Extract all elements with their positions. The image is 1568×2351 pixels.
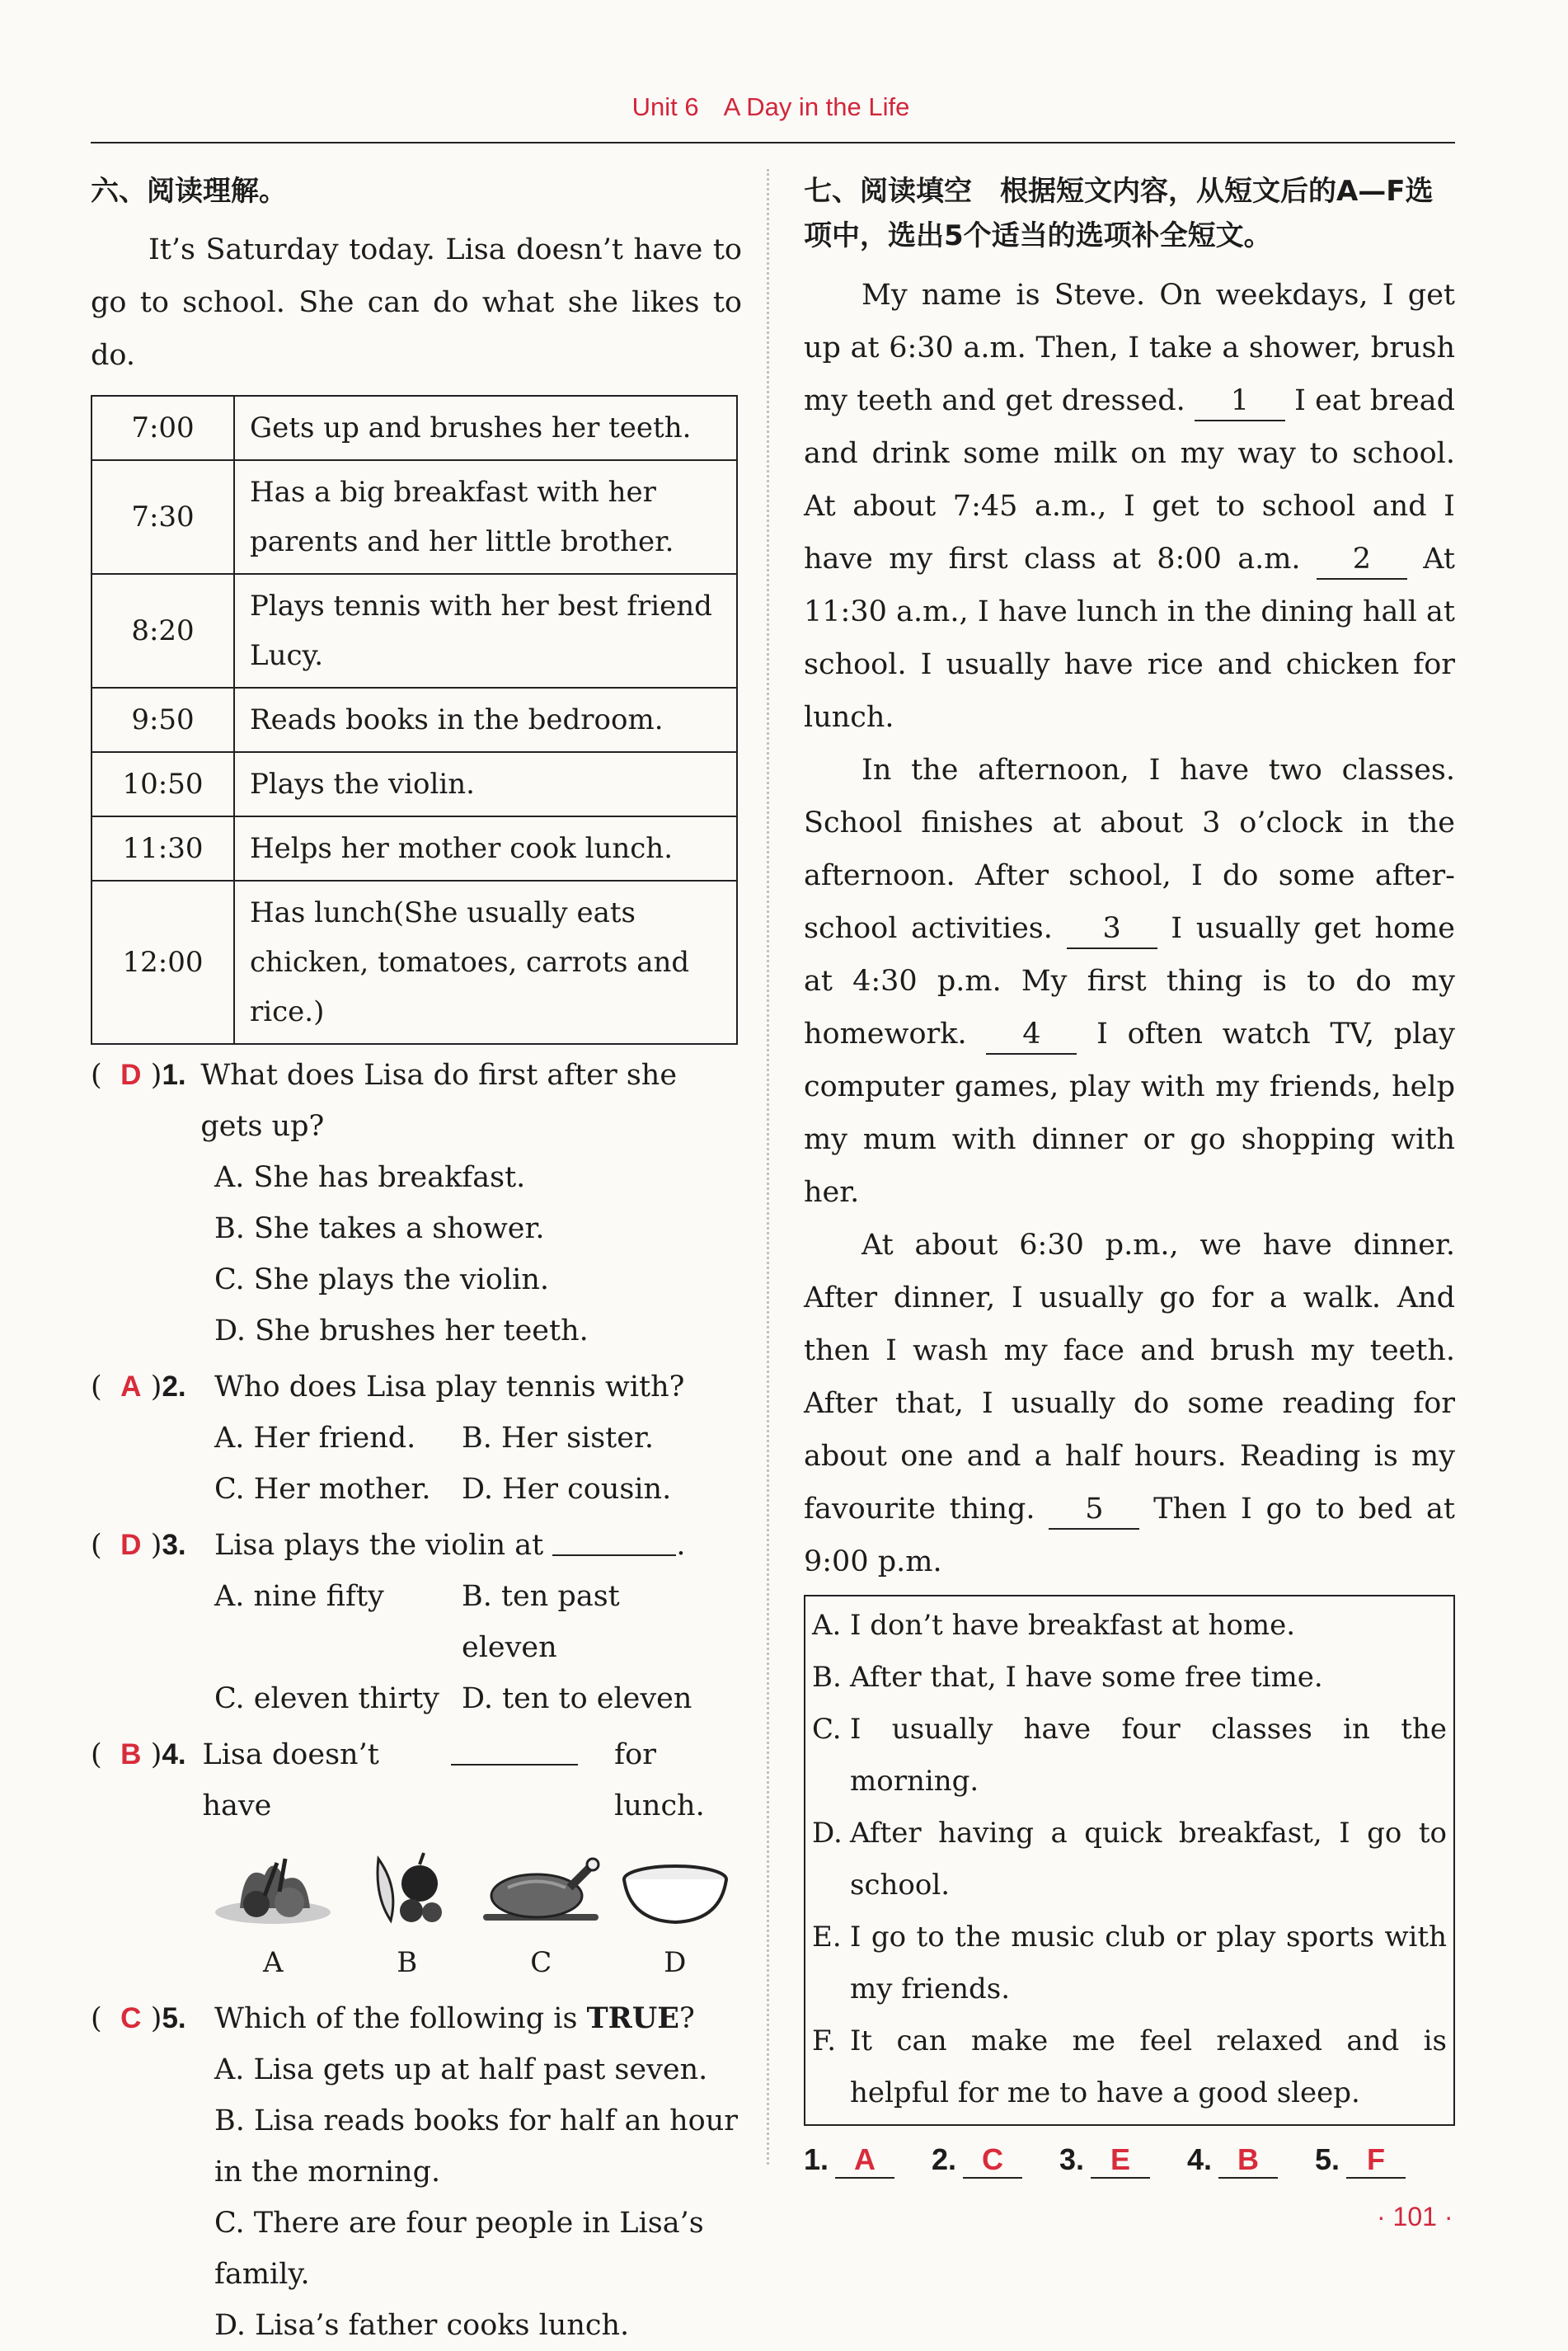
- pic-label: A: [262, 1946, 284, 1980]
- activity-cell: Reads books in the bedroom.: [234, 688, 737, 752]
- table-row: [92, 460, 737, 574]
- pic-option-b: [340, 1846, 475, 1988]
- page-number: · 101 ·: [1377, 2202, 1453, 2231]
- pic-label: B: [397, 1946, 418, 1980]
- pic-option-a: [206, 1846, 340, 1988]
- answer-slot: 2. C: [932, 2142, 1059, 2179]
- option: B. ten past eleven: [462, 1580, 620, 1665]
- time-cell: 9:50: [92, 688, 234, 752]
- answer-blank: [552, 1520, 676, 1556]
- list-item: E. I go to the music club or play sports with my friends.: [812, 1920, 1447, 2005]
- list-item: B. After that, I have some free time.: [812, 1660, 1323, 1694]
- list-item: C. I usually have four classes in the morning.: [812, 1712, 1447, 1798]
- answer-mark: D: [120, 1529, 142, 1562]
- option: B. Lisa reads books for half an hour in the morning.: [214, 2104, 738, 2189]
- answer-mark: F: [1346, 2142, 1406, 2179]
- section-reading-comprehension: [91, 169, 742, 2351]
- answer-slot: 5. F: [1315, 2142, 1443, 2179]
- page-header: [91, 92, 1451, 122]
- table-row: [92, 574, 737, 688]
- activity-cell: Plays the violin.: [234, 752, 737, 816]
- passage-paragraph-1: My name is Steve. On weekdays, I get up at 6:30 a.m. Then, I take a shower, brush my teeth and get dressed. 1 I eat bread and drink some milk on my way to school. At about 7:45 a.m., I get to school and I have my first class at 8:00 a.m. 2 At 11:30 a.m., I have lunch in the dining hall at school. I usually have rice and chicken for lunch.: [804, 278, 1455, 734]
- passage-blank: 4: [986, 1015, 1077, 1055]
- passage-blank: 5: [1049, 1490, 1139, 1530]
- time-cell: 7:30: [92, 460, 234, 574]
- answer-blank: [451, 1729, 578, 1766]
- activity-cell: Has a big breakfast with her parents and her little brother.: [234, 460, 737, 574]
- option: C. Her mother.: [214, 1473, 431, 1507]
- passage-blank: 3: [1067, 910, 1157, 949]
- activity-cell: Has lunch(She usually eats chicken, tomatoes, carrots and rice.): [234, 881, 737, 1044]
- food-pictures: [91, 1846, 742, 1988]
- pic-option-d: [608, 1846, 743, 1988]
- answer-mark: B: [1218, 2142, 1278, 2179]
- answer-mark: E: [1091, 2142, 1150, 2179]
- answer-mark: C: [963, 2142, 1022, 2179]
- option: B. Her sister.: [462, 1422, 654, 1455]
- section6-title: 六、阅读理解。: [91, 175, 287, 208]
- answer-slot: 3. E: [1059, 2142, 1187, 2179]
- passage-paragraph-2: In the afternoon, I have two classes. School finishes at about 3 o’clock in the afternoon. After school, I do some after-school activities. 3 I usually get home at 4:30 p.m. My first thing is to do my homework. 4 I often watch TV, play computer games, play with my friends, help my mum with dinner or go shopping with her.: [804, 753, 1455, 1209]
- roast-chicken-icon: [475, 1846, 607, 1929]
- list-item: F. It can make me feel relaxed and is helpful for me to have a good sleep.: [812, 2024, 1447, 2109]
- question-3: ( D )3. Lisa plays the violin at . A. nine fifty B. ten past eleven C. eleven thirty D. ten to eleven: [91, 1520, 742, 1724]
- time-cell: 7:00: [92, 396, 234, 460]
- answer-mark: A: [120, 1371, 142, 1404]
- fruit-icon: [341, 1846, 473, 1929]
- option: D. Lisa’s father cooks lunch.: [214, 2309, 630, 2343]
- section7-title: 七、阅读填空 根据短文内容，从短文后的A—F选项中，选出5个适当的选项补全短文。: [804, 175, 1434, 253]
- question-1: ( D )1. What does Lisa do first after she gets up? A. She has breakfast. B. She takes a shower. C. She plays the violin. D. She brushes her teeth.: [91, 1050, 742, 1357]
- schedule-table: [91, 395, 738, 1045]
- answer-row: [804, 2142, 1455, 2179]
- option: B. She takes a shower.: [214, 1212, 545, 1246]
- header-rule: [91, 142, 1455, 143]
- activity-cell: Helps her mother cook lunch.: [234, 816, 737, 881]
- list-item: D. After having a quick breakfast, I go to school.: [812, 1816, 1447, 1902]
- unit-title: A Day in the Life: [723, 92, 910, 121]
- question-stem-end: for lunch.: [614, 1738, 705, 1823]
- passage-blank: 2: [1317, 540, 1407, 580]
- options-box: [804, 1595, 1455, 2126]
- question-stem: Who does Lisa play tennis with?: [214, 1371, 685, 1404]
- question-stem: What does Lisa do first after she gets up?: [200, 1059, 678, 1144]
- time-cell: 10:50: [92, 752, 234, 816]
- activity-cell: Gets up and brushes her teeth.: [234, 396, 737, 460]
- pic-label: C: [530, 1946, 552, 1980]
- option: C. She plays the violin.: [214, 1263, 550, 1297]
- section-reading-fill: [804, 169, 1455, 2179]
- question-stem-bold: TRUE: [586, 2001, 679, 2036]
- option: A. She has breakfast.: [214, 1161, 526, 1195]
- table-row: [92, 816, 737, 881]
- answer-mark: A: [835, 2142, 894, 2179]
- time-cell: 12:00: [92, 881, 234, 1044]
- table-row: [92, 881, 737, 1044]
- option: A. Her friend.: [214, 1422, 416, 1455]
- unit-label: Unit 6: [631, 92, 699, 121]
- table-row: [92, 396, 737, 460]
- pic-label: D: [664, 1946, 687, 1980]
- question-2: ( A )2. Who does Lisa play tennis with? A. Her friend. B. Her sister. C. Her mother. D. Her cousin.: [91, 1361, 742, 1515]
- rice-bowl-icon: [609, 1846, 741, 1929]
- pic-option-c: [474, 1846, 608, 1988]
- option: D. Her cousin.: [462, 1473, 672, 1507]
- option: A. Lisa gets up at half past seven.: [214, 2053, 708, 2087]
- answer-mark: D: [120, 1059, 142, 1092]
- section6-intro: It’s Saturday today. Lisa doesn’t have to go to school. She can do what she likes to do.: [91, 233, 742, 373]
- passage-blank: 1: [1195, 382, 1285, 421]
- answer-slot: 4. B: [1187, 2142, 1315, 2179]
- time-cell: 11:30: [92, 816, 234, 881]
- question-stem: Which of the following is: [214, 2002, 578, 2036]
- vegetables-icon: [207, 1846, 339, 1929]
- question-4: ( B )4. Lisa doesn’t have for lunch. A B C D: [91, 1729, 742, 1988]
- passage-paragraph-3: At about 6:30 p.m., we have dinner. After dinner, I usually go for a walk. And then I wash my face and brush my teeth. After that, I usually do some reading for about one and a half hours. Reading is my favourite thing. 5 Then I go to bed at 9:00 p.m.: [804, 1228, 1455, 1578]
- answer-mark: B: [120, 1738, 142, 1771]
- time-cell: 8:20: [92, 574, 234, 688]
- option: A. nine fifty: [214, 1580, 384, 1614]
- option: D. She brushes her teeth.: [214, 1314, 589, 1348]
- option: C. eleven thirty: [214, 1682, 439, 1716]
- question-5: ( C )5. Which of the following is TRUE? A. Lisa gets up at half past seven. B. Lisa reads books for half an hour in the morning. C. There are four people in Lisa’s family. D. Lisa’s father cooks lunch.: [91, 1993, 742, 2351]
- option: C. There are four people in Lisa’s family.: [214, 2207, 704, 2292]
- question-stem: Lisa plays the violin at: [214, 1529, 544, 1563]
- option: D. ten to eleven: [462, 1682, 692, 1716]
- question-stem: Lisa doesn’t have: [202, 1738, 379, 1823]
- table-row: [92, 752, 737, 816]
- list-item: A. I don’t have breakfast at home.: [812, 1608, 1296, 1642]
- column-divider: [767, 169, 769, 2165]
- table-row: [92, 688, 737, 752]
- answer-mark: C: [120, 2002, 142, 2035]
- answer-slot: 1. A: [804, 2142, 932, 2179]
- activity-cell: Plays tennis with her best friend Lucy.: [234, 574, 737, 688]
